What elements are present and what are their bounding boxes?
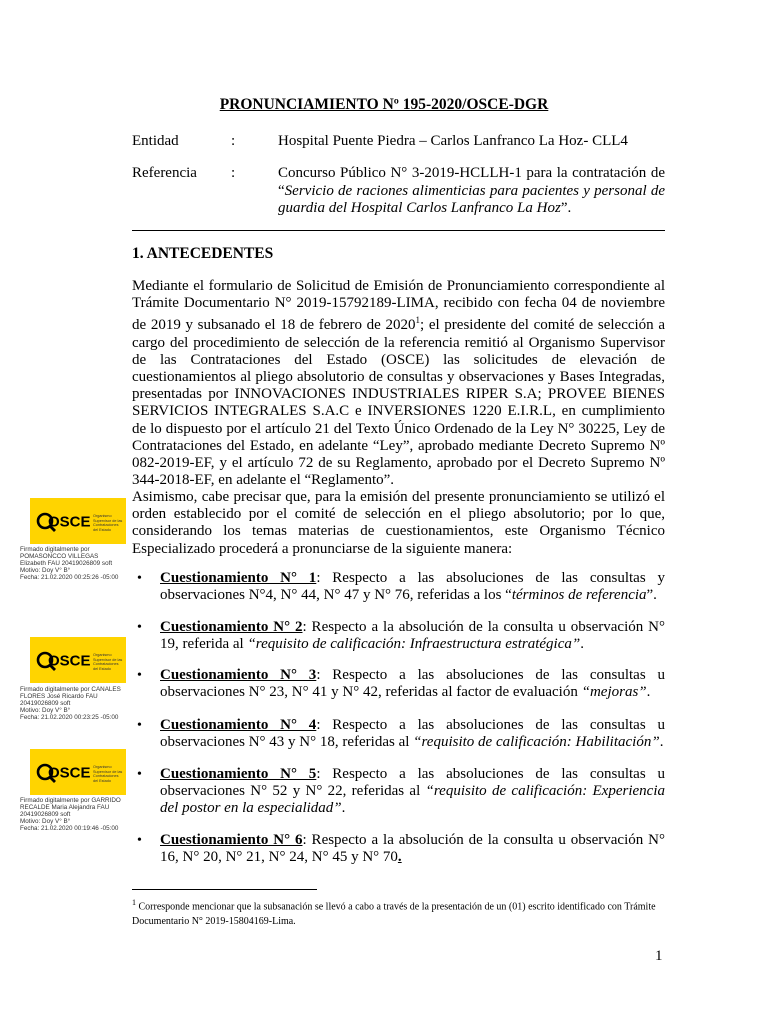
question-italic: “requisito de calificación: Infraestructura estratégica” (247, 636, 581, 653)
footnote-number: 1 (132, 898, 136, 907)
osce-logo-text: OSCE (48, 513, 91, 531)
osce-stamp-caption: Organismo Supervisor de las Contrataciones del Estado (93, 653, 123, 671)
reference-value-plain: Concurso Público N° 3-2019-HCLLH-1 para la contratación de “ (278, 165, 665, 199)
signature-line: Fecha: 21.02.2020 00:23:25 -05:00 (20, 714, 119, 721)
osce-logo-text: OSCE (48, 652, 91, 670)
document-title: PRONUNCIAMIENTO Nº 195-2020/OSCE-DGR (219, 96, 549, 113)
osce-stamp-logo (30, 498, 126, 544)
osce-logo-text: OSCE (48, 764, 91, 782)
osce-logo-icon (35, 650, 93, 672)
footnote (132, 895, 665, 929)
signature-line: Fecha: 21.02.2020 00:19:46 -05:00 (20, 825, 119, 832)
question-end: . (580, 636, 584, 653)
question-text: : Respecto a las absoluciones de las consultas u observaciones N° 52 y N° 22, referidas al (160, 766, 665, 800)
signature-line: Fecha: 21.02.2020 00:25:26 -05:00 (20, 574, 119, 581)
osce-stamp-logo (30, 637, 126, 683)
header-divider (132, 230, 665, 231)
question-label: Cuestionamiento N° 3 (160, 667, 317, 683)
bullet-icon: • (137, 833, 142, 848)
entity-label: Entidad (132, 133, 179, 149)
bullet-icon: • (137, 767, 142, 782)
osce-stamp-caption: Organismo Supervisor de las Contrataciones del Estado (93, 514, 123, 532)
entity-colon: : (231, 133, 236, 149)
signature-line: Firmado digitalmente por (20, 546, 90, 553)
question-text: : Respecto a las absoluciones de las consultas u observaciones N° 23, N° 41 y N° 42, referidas al factor de evaluación (160, 667, 665, 701)
osce-logo-icon (35, 511, 93, 533)
signature-line: Firmado digitalmente por CANALES (20, 686, 121, 693)
osce-logo-icon (35, 762, 93, 784)
osce-stamp-caption: Organismo Supervisor de las Contrataciones del Estado (93, 765, 123, 783)
signature-line: Motivo: Doy V° B° (20, 818, 71, 825)
question-italic: “requisito de calificación: Experiencia del postor en la especialidad” (160, 783, 665, 817)
question-item (160, 766, 665, 818)
signature-line: Firmado digitalmente por GARRIDO (20, 797, 121, 804)
reference-value (278, 165, 665, 218)
question-end: . (646, 684, 651, 701)
reference-value-end: ”. (560, 200, 572, 216)
signature-line: Elizabeth FAU 20419026809 soft (20, 560, 113, 567)
question-italic: “requisito de calificación: Habilitación” (413, 734, 660, 751)
section-heading: 1. ANTECEDENTES (132, 245, 274, 262)
signature-line: 20419026809 soft (20, 700, 71, 707)
reference-value-italic: Servicio de raciones alimenticias para pacientes y personal de guardia del Hospital Carlos Lanfranco La Hoz (278, 182, 665, 216)
question-item (160, 570, 665, 604)
signature-line: 20419026809 soft (20, 811, 71, 818)
entity-value: Hospital Puente Piedra – Carlos Lanfranco La Hoz- CLL4 (278, 133, 628, 149)
question-text: : Respecto a la absolución de la consulta u observación N° 16, N° 20, N° 21, N° 24, N° 45 y N° 70 (160, 832, 665, 866)
paragraph-1-a: Mediante el formulario de Solicitud de Emisión de Pronunciamiento correspondiente al Trámite Documentario N° 2019-15792189-LIMA, recibido con fecha 04 de noviembre de 2019 y subsanado el 18 de febrero de 2020 (132, 278, 665, 334)
question-end: . (341, 800, 346, 817)
footnote-ref: 1 (415, 315, 420, 326)
footnote-divider (132, 889, 317, 890)
question-italic: “mejoras” (581, 684, 647, 701)
bullet-icon: • (137, 571, 142, 586)
question-end: . (397, 849, 402, 866)
question-text: : Respecto a las absoluciones de las consultas u observaciones N° 43 y N° 18, referidas al (160, 717, 665, 751)
signature-line: Motivo: Doy V° B° (20, 707, 71, 714)
footnote-text: Corresponde mencionar que la subsanación se llevó a cabo a través de la presentación de un (01) escrito identificado con Trámite Documentario N° 2019-15804169-Lima. (132, 901, 656, 928)
reference-colon: : (231, 165, 236, 181)
question-item (160, 667, 665, 701)
page-number: 1 (655, 948, 663, 964)
question-item (160, 619, 665, 653)
digital-signature (20, 797, 132, 832)
bullet-icon: • (137, 718, 142, 733)
paragraph-2: Asimismo, cabe precisar que, para la emisión del presente pronunciamiento se utilizó el orden establecido por el comité de selección en el pliego absolutorio; por lo que, considerando los temas materias de cuestionamientos, este Organismo Técnico Especializado procederá a pronunciarse de la siguiente manera: (132, 489, 665, 557)
question-label: Cuestionamiento N° 6 (160, 832, 303, 848)
question-end: . (659, 734, 664, 751)
question-item (160, 832, 665, 866)
paragraph-1-b: ; el presidente del comité de selección a cargo del procedimiento de selección de la referencia remitió al Organismo Supervisor de las Contrataciones del Estado (OSCE) las solicitudes de elevación de cuestionamientos al pliego absolutorio de consultas y observaciones y Bases Integradas, presentadas por INNOVACIONES INDUSTRIALES RIPER S.A; PROVEE BIENES SERVICIOS INTEGRALES S.A.C e INVERSIONES 1220 E.I.R.L, en cumplimiento de lo dispuesto por el artículo 21 del Texto Único Ordenado de la Ley N° 30225, Ley de Contrataciones del Estado, en adelante “Ley”, aprobado mediante Decreto Supremo Nº 082-2019-EF, y el artículo 72 de su Reglamento, aprobado por el Decreto Supremo Nº 344-2018-EF, en adelante el “Reglamento”. (132, 317, 665, 489)
signature-line: FLORES José Ricardo FAU (20, 693, 98, 700)
signature-line: RECALDE Maria Alejandra FAU (20, 804, 110, 811)
question-item (160, 717, 665, 751)
question-label: Cuestionamiento N° 5 (160, 766, 317, 782)
reference-label: Referencia (132, 165, 197, 181)
question-italic: términos de referencia (511, 587, 647, 604)
bullet-icon: • (137, 620, 142, 635)
bullet-icon: • (137, 668, 142, 683)
question-label: Cuestionamiento N° 1 (160, 570, 317, 586)
question-label: Cuestionamiento N° 2 (160, 619, 303, 635)
digital-signature (20, 686, 132, 721)
question-text: : Respecto a las absoluciones de las consultas y observaciones N°4, N° 44, N° 47 y N° 76, referidas a los “ (160, 570, 665, 604)
question-label: Cuestionamiento N° 4 (160, 717, 317, 733)
digital-signature (20, 546, 132, 581)
osce-stamp-logo (30, 749, 126, 795)
paragraph-1 (132, 278, 665, 489)
question-text: : Respecto a la absolución de la consulta u observación N° 19, referida al (160, 619, 665, 653)
question-end: ”. (646, 587, 657, 604)
signature-line: POMASONCCO VILLEGAS (20, 553, 99, 560)
signature-line: Motivo: Doy V° B° (20, 567, 71, 574)
